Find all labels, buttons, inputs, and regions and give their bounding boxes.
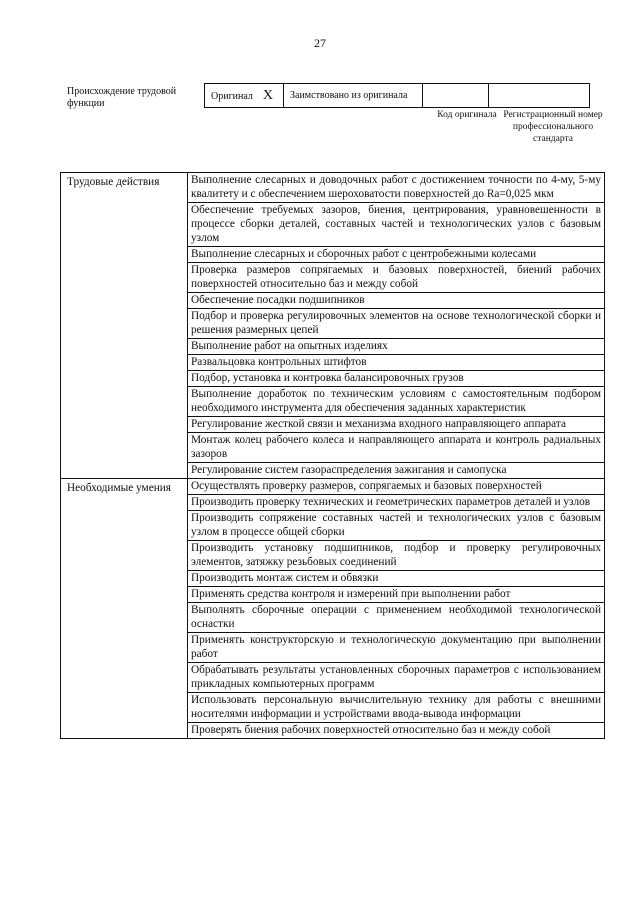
table-row — [61, 479, 605, 495]
table-item: Использовать персональную вычислительную технику для работы с внешними носителями информации и устройствами ввода-вывода информации — [188, 693, 605, 723]
table-item: Выполнение доработок по техническим условиям с самостоятельным подбором необходимого инструмента для обеспечения заданных характеристик — [188, 387, 605, 417]
table-item: Проверять биения рабочих поверхностей относительно баз и между собой — [188, 723, 605, 739]
section-title: Необходимые умения — [61, 479, 188, 739]
table-item: Развальцовка контрольных штифтов — [188, 355, 605, 371]
table-row — [61, 173, 605, 203]
table-item: Регулирование систем газораспределения зажигания и самопуска — [188, 463, 605, 479]
table-item: Производить проверку технических и геометрических параметров деталей и узлов — [188, 495, 605, 511]
section-title: Трудовые действия — [61, 173, 188, 479]
origin-label: Происхождение трудовой функции — [67, 86, 177, 109]
origin-borrowed-label: Заимствовано из оригинала — [290, 90, 408, 101]
table-item: Проверка размеров сопрягаемых и базовых поверхностей, биений рабочих поверхностей относительно баз и между собой — [188, 263, 605, 293]
table-item: Выполнение слесарных и сборочных работ с центробежными колесами — [188, 247, 605, 263]
table-item: Производить монтаж систем и обвязки — [188, 571, 605, 587]
origin-table — [204, 83, 590, 108]
table-item: Производить сопряжение составных частей и технологических узлов с базовым узлом в процессе общей сборки — [188, 511, 605, 541]
functions-table-body — [61, 173, 605, 739]
origin-code-cell — [423, 84, 489, 108]
table-item: Монтаж колец рабочего колеса и направляющего аппарата и контроль радиальных зазоров — [188, 433, 605, 463]
origin-original-label: Оригинал — [211, 90, 253, 102]
page-number: 27 — [314, 36, 326, 50]
origin-reg-cell — [489, 84, 590, 108]
table-item: Применять конструкторскую и технологическую документацию при выполнении работ — [188, 633, 605, 663]
code-caption: Код оригинала — [437, 110, 497, 120]
table-item: Обрабатывать результаты установленных сборочных параметров с использованием прикладных компьютерных программ — [188, 663, 605, 693]
table-item: Подбор и проверка регулировочных элементов на основе технологической сборки и решения размерных цепей — [188, 309, 605, 339]
origin-borrowed-cell — [284, 84, 423, 108]
table-item: Регулирование жесткой связи и механизма входного направляющего аппарата — [188, 417, 605, 433]
functions-table — [60, 172, 605, 739]
table-item: Выполнять сборочные операции с применением необходимой технологической оснастки — [188, 603, 605, 633]
table-item: Обеспечение требуемых зазоров, биения, центрирования, уравновешенности в процессе сборки деталей, составных частей и технологических узлов с базовым узлом — [188, 203, 605, 247]
table-item: Выполнение работ на опытных изделиях — [188, 339, 605, 355]
table-item: Применять средства контроля и измерений при выполнении работ — [188, 587, 605, 603]
origin-mark: X — [262, 87, 274, 103]
table-item: Осуществлять проверку размеров, сопрягаемых и базовых поверхностей — [188, 479, 605, 495]
table-item: Обеспечение посадки подшипников — [188, 293, 605, 309]
table-item: Выполнение слесарных и доводочных работ с достижением точности по 4-му, 5-му квалитету и с обеспечением шероховатости поверхностей до Ra=0,025 мкм — [188, 173, 605, 203]
table-item: Подбор, установка и контровка балансировочных грузов — [188, 371, 605, 387]
origin-original-cell — [205, 84, 284, 108]
reg-caption: Регистрационный номер профессионального стандарта — [503, 110, 603, 144]
table-item: Производить установку подшипников, подбор и проверку регулировочных элементов, затяжку резьбовых соединений — [188, 541, 605, 571]
